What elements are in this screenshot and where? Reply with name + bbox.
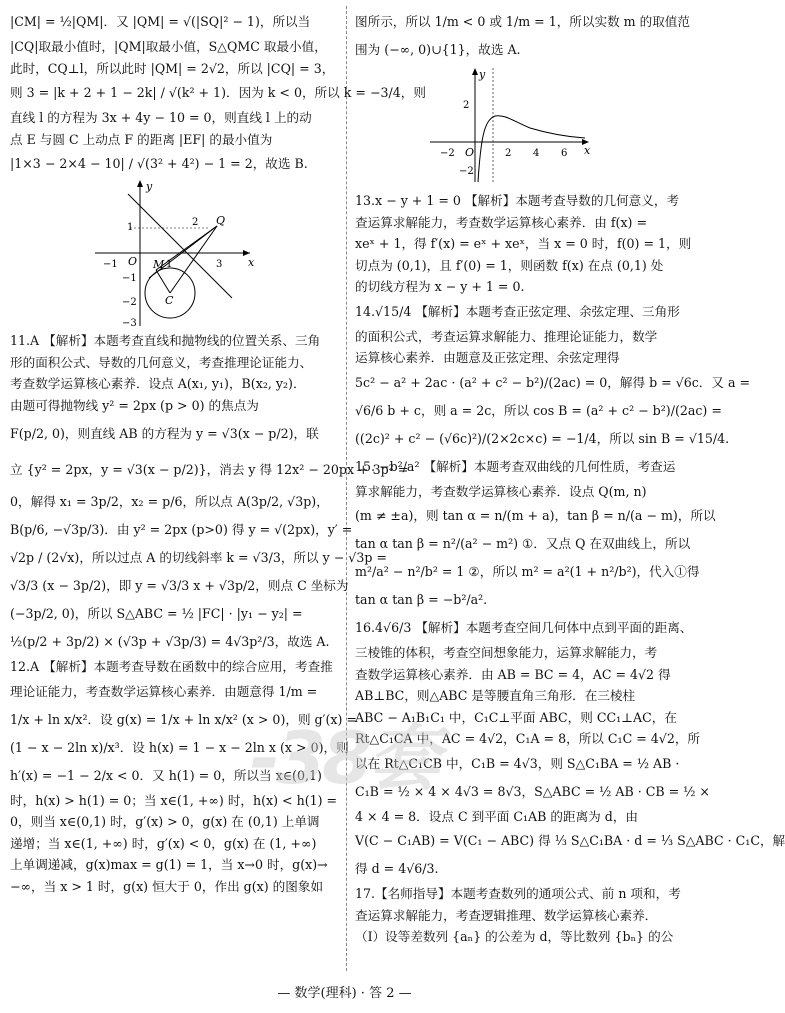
- text-line: h′(x) = −1 − 2/x < 0．又 h(1) = 0，所以当 x∈(0,1): [10, 767, 322, 783]
- q17-block: [355, 883, 680, 948]
- text-line: 考查数学运算核心素养．设点 A(x₁, y₁)，B(x₂, y₂)．: [10, 376, 306, 391]
- tick-label: 1: [166, 259, 173, 270]
- q11-block: [10, 330, 409, 656]
- text-line: 切点为 (0,1)，且 f′(0) = 1，则函数 f(x) 在点 (0,1) 处: [355, 257, 664, 273]
- tick-label: −3: [122, 318, 137, 329]
- text-line: V(C − C₁AB) = V(C₁ − ABC) 得 ⅓ S△C₁BA · d = ⅓ S△ABC · C₁C，解: [355, 833, 785, 848]
- text-line: 三棱锥的体积，考查空间想象能力，运算求解能力，考: [355, 645, 658, 660]
- text-line: 上单调递减，g(x)max = g(1) = 1，当 x→0 时，g(x)→: [10, 857, 328, 872]
- text-line: Rt△C₁CA 中，AC = 4√2，C₁A = 8，所以 C₁C = 4√2，所: [355, 731, 701, 746]
- text-line: |1×3 − 2×4 − 10| / √(3² + 4²) − 1 = 2，故选 B.: [10, 156, 308, 171]
- text-line: 以在 Rt△C₁CB 中，C₁B = 4√3，则 S△C₁BA = ½ AB ·: [355, 755, 680, 771]
- text-line: (1 − x − 2ln x)/x³．设 h(x) = 1 − x − 2ln x (x > 0)，则: [10, 739, 349, 755]
- right-top-block: [355, 8, 690, 64]
- text-line: √6/6 b + c，则 a = 2c，所以 cos B = (a² + c² − b²)/(2ac) =: [355, 402, 722, 418]
- text-line: |CM| = ½|QM|．又 |QM| = √(|SQ|² − 1)，所以当: [10, 14, 311, 29]
- text-line: 则 3 = |k + 2 + 1 − 2k| / √(k² + 1)．因为 k < 0，所以 k = −3/4，则: [10, 85, 426, 100]
- origin-label: O: [128, 255, 138, 268]
- q16-heading-line: 16.4√6/3 【解析】本题考查空间几何体中点到平面的距离、: [355, 620, 693, 635]
- axis-label-y: y: [146, 180, 153, 193]
- point-label-c: C: [165, 294, 174, 307]
- text-line: ½(p/2 + 3p/2) × (√3p + √3p/3) = 4√3p²/3，故选 A.: [10, 634, 330, 649]
- text-line: 查数学运算核心素养．由 AB = BC = 4，AC = 4√2 得: [355, 666, 671, 682]
- q14-block: [355, 298, 751, 453]
- text-line: √2p / (2√x)，所以过点 A 的切线斜率 k = √3/3，所以 y − √3p =: [10, 550, 387, 565]
- page-footer: — 数学(理科) · 答 2 —: [277, 986, 412, 1001]
- text-line: 0，解得 x₁ = 3p/2，x₂ = p/6，所以点 A(3p/2, √3p)，: [10, 494, 329, 509]
- column-divider: [346, 6, 348, 971]
- text-line: 递增；当 x∈(1, +∞) 时，g′(x) < 0，g(x) 在 (1, +∞): [10, 835, 317, 851]
- text-line: 得 d = 4√6/3.: [355, 861, 439, 876]
- text-line: B(p/6, −√3p/3)．由 y² = 2px (p>0) 得 y = √(2px)，y′ =: [10, 522, 353, 537]
- q15-block: [355, 453, 716, 615]
- text-line: 此时，CQ⊥l，所以此时 |QM| = 2√2，所以 |CQ| = 3，: [10, 60, 335, 76]
- text-line: 图所示，所以 1/m < 0 或 1/m = 1，所以实数 m 的取值范: [355, 14, 690, 29]
- text-line: 4 × 4 = 8．设点 C 到平面 C₁AB 的距离为 d，由: [355, 808, 639, 824]
- q14-heading-line: 14.√15/4 【解析】本题考查正弦定理、余弦定理、三角形: [355, 303, 680, 319]
- right-column: [355, 8, 785, 948]
- axis-label-y: y: [479, 68, 486, 81]
- text-line: 立 {y² = 2px，y = √3(x − p/2)}，消去 y 得 12x² − 20px + 3p² =: [10, 462, 409, 477]
- text-line: √3/3 (x − 3p/2)，即 y = √3/3 x + √3p/2，则点 C 坐标为: [10, 578, 349, 593]
- text-line: 运算核心素养．由题意及正弦定理、余弦定理得: [355, 350, 620, 365]
- tick-label: 2: [463, 100, 470, 111]
- tick-label: 4: [533, 148, 540, 159]
- watermark-38tao: -38套: [250, 716, 437, 800]
- text-line: 查运算求解能力，考查数学运算核心素养．由 f(x) =: [355, 214, 648, 230]
- text-line: 5c² − a² + 2ac · (a² + c² − b²)/(2ac) = 0，解得 b = √6c．又 a =: [355, 374, 751, 390]
- text-line: 1/x + ln x/x²．设 g(x) = 1/x + ln x/x² (x > 0)，则 g′(x) =: [10, 711, 357, 727]
- text-line: 点 E 与圆 C 上动点 F 的距离 |EF| 的最小值为: [10, 131, 273, 147]
- q13-heading-line: 13.x − y + 1 = 0 【解析】本题考查导数的几何意义，考: [355, 193, 680, 208]
- tick-label: −2: [459, 166, 474, 177]
- text-line: 0，则当 x∈(0,1) 时，g′(x) > 0，g(x) 在 (0,1) 上单调: [10, 814, 320, 829]
- tick-label: −2: [440, 148, 455, 159]
- text-line: AB⊥BC，则△ABC 是等腰直角三角形．在三棱柱: [355, 688, 636, 703]
- figure-g-graph-svg: [355, 64, 680, 184]
- point-label-m: M: [153, 258, 165, 271]
- tick-label: 2: [192, 217, 199, 228]
- point-label-q: Q: [216, 214, 226, 227]
- q17-heading-line: 17.【名师指导】本题考查数列的通项公式、前 n 项和，考: [355, 886, 681, 901]
- text-line: tan α tan β = n²/(a² − m²) ①．又点 Q 在双曲线上，所以: [355, 536, 691, 551]
- text-line: C₁B = ½ × 4 × 4√3 = 8√3，S△ABC = ½ AB · CB = ½ ×: [355, 783, 710, 799]
- left-top-block: [10, 8, 426, 178]
- tick-label: −1: [122, 273, 137, 284]
- tick-label: 2: [505, 148, 512, 159]
- text-line: 算求解能力，考查数学运算核心素养．设点 Q(m, n): [355, 483, 647, 499]
- text-line: 理论证能力，考查数学运算核心素养．由题意得 1/m =: [10, 683, 318, 699]
- axis-label-x: x: [248, 256, 255, 269]
- text-line: (m ≠ ±a)，则 tan α = n/(m + a)，tan β = n/(a − m)，所以: [355, 508, 716, 523]
- text-line: tan α tan β = −b²/a².: [355, 592, 488, 607]
- text-line: 的切线方程为 x − y + 1 = 0.: [355, 279, 525, 294]
- text-line: 形的面积公式、导数的几何意义，考查推理论证能力、: [10, 354, 313, 370]
- axis-label-x: x: [584, 144, 591, 157]
- text-line: 的面积公式，考查运算求解能力、推理论证能力，数学: [355, 328, 658, 344]
- tick-label: 1: [127, 222, 134, 233]
- text-line: 时，h(x) > h(1) = 0；当 x∈(1, +∞) 时，h(x) < h(1) =: [10, 792, 338, 808]
- tick-label: 3: [216, 259, 223, 270]
- text-line: xeˣ + 1，得 f′(x) = eˣ + xeˣ，当 x = 0 时，f(0) = 1，则: [355, 236, 692, 251]
- text-line: ((2c)² + c² − (√6c)²)/(2×2c×c) = −1/4，所以 sin B = √15/4.: [355, 430, 730, 446]
- text-line: 围为 (−∞, 0)∪{1}，故选 A.: [355, 42, 521, 57]
- text-line: |CQ|取最小值时，|QM|取最小值，S△QMC 取最小值，: [10, 39, 327, 54]
- tick-label: −2: [122, 297, 137, 308]
- q13-block: [355, 190, 692, 298]
- figure-circle-line: [10, 178, 340, 328]
- text-line: −∞，当 x > 1 时，g(x) 恒大于 0，作出 g(x) 的图象如: [10, 878, 324, 894]
- text-line: m²/a² − n²/b² = 1 ②，所以 m² = a²(1 + n²/b²)，代入①得: [355, 564, 700, 579]
- q12-heading-line: 12.A 【解析】本题考查导数在函数中的综合应用，考查推: [10, 659, 333, 674]
- q15-heading-line: 15. −b²/a² 【解析】本题考查双曲线的几何性质，考查运: [355, 458, 676, 474]
- text-line: F(p/2, 0)，则直线 AB 的方程为 y = √3(x − p/2)，联: [10, 426, 319, 441]
- text-line: （Ⅰ）设等差数列 {aₙ} 的公差为 d，等比数列 {bₙ} 的公: [355, 929, 674, 944]
- tick-label: 6: [561, 148, 568, 159]
- text-line: 查运算求解能力，考查逻辑推理、数学运算核心素养．: [355, 907, 658, 923]
- text-line: ABC − A₁B₁C₁ 中，C₁C⊥平面 ABC，则 CC₁⊥AC，在: [355, 709, 677, 725]
- q11-heading-line: 11.A 【解析】本题考查直线和抛物线的位置关系、三角: [10, 333, 321, 348]
- text-line: 由题可得抛物线 y² = 2px (p > 0) 的焦点为: [10, 397, 259, 413]
- origin-label: O: [465, 146, 475, 159]
- figure-g-graph: [355, 64, 680, 184]
- figure-circle-line-svg: [10, 178, 340, 328]
- text-line: (−3p/2, 0)，所以 S△ABC = ½ |FC| · |y₁ − y₂| =: [10, 606, 303, 621]
- text-line: 直线 l 的方程为 3x + 4y − 10 = 0，则直线 l 上的动: [10, 110, 312, 125]
- tick-label: −1: [103, 259, 118, 270]
